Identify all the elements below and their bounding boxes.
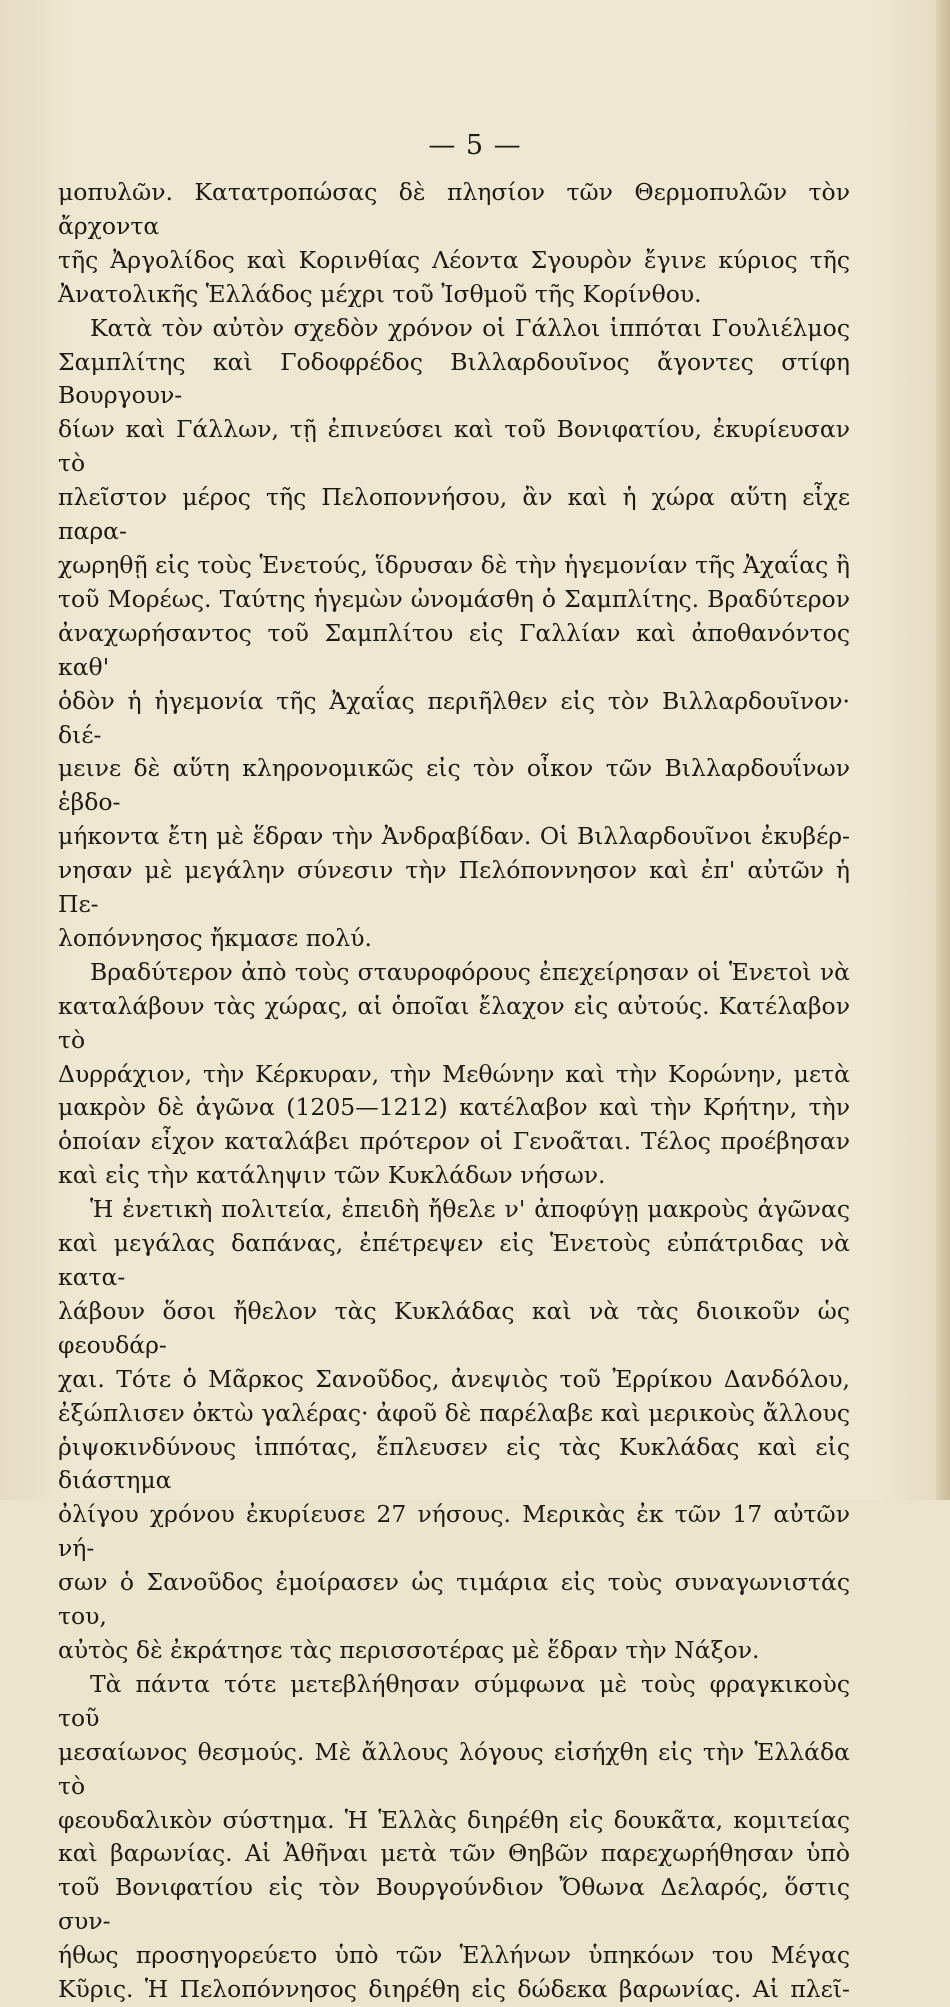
text-line: λοπόννησος ἤκμασε πολύ. <box>58 923 372 952</box>
text-line: ὁποίαν εἶχον καταλάβει πρότερον οἱ Γενοᾶται. Τέλος προέβησαν <box>58 1127 850 1156</box>
text-line: μεινε δὲ αὕτη κληρονομικῶς εἰς τὸν οἶκον τῶν Βιλλαρδουΐνων ἑβδο- <box>58 754 850 817</box>
text-line: Ἀνατολικῆς Ἑλλάδος μέχρι τοῦ Ἰσθμοῦ τῆς Κορίνθου. <box>58 279 702 308</box>
text-line: Δυρράχιον, τὴν Κέρκυραν, τὴν Μεθώνην καὶ τὴν Κορώνην, μετὰ <box>58 1059 850 1088</box>
text-line: χωρηθῇ εἰς τοὺς Ἑνετούς, ἵδρυσαν δὲ τὴν ἡγεμονίαν τῆς Ἀχαΐας ἢ <box>58 550 850 579</box>
text-line: μεσαίωνος θεσμούς. Μὲ ἄλλους λόγους εἰσήχθη εἰς τὴν Ἑλλάδα τὸ <box>58 1737 850 1800</box>
text-line: τῆς Ἀργολίδος καὶ Κορινθίας Λέοντα Σγουρὸν ἔγινε κύριος τῆς <box>58 245 850 274</box>
text-line: νησαν μὲ μεγάλην σύνεσιν τὴν Πελόποννησον καὶ ἐπ' αὐτῶν ἡ Πε- <box>58 856 850 919</box>
text-line: καὶ βαρωνίας. Αἱ Ἀθῆναι μετὰ τῶν Θηβῶν παρεχωρήθησαν ὑπὸ <box>58 1839 850 1868</box>
text-line: φεουδαλικὸν σύστημα. Ἡ Ἑλλὰς διηρέθη εἰς δουκᾶτα, κομιτείας <box>58 1805 850 1834</box>
text-line: τοῦ Μορέως. Ταύτης ἡγεμὼν ὠνομάσθη ὁ Σαμπλίτης. Βραδύτερον <box>58 584 850 613</box>
text-line: λάβουν ὅσοι ἤθελον τὰς Κυκλάδας καὶ νὰ τὰς διοικοῦν ὡς φεουδάρ- <box>58 1296 850 1359</box>
text-line: Ἡ ἐνετικὴ πολιτεία, ἐπειδὴ ἤθελε ν' ἀποφύγῃ μακροὺς ἀγῶνας <box>90 1195 850 1224</box>
text-line: ήθως προσηγορεύετο ὑπὸ τῶν Ἑλλήνων ὑπηκόων του Μέγας <box>58 1941 850 1970</box>
text-line: ἀναχωρήσαντος τοῦ Σαμπλίτου εἰς Γαλλίαν καὶ ἀποθανόντος καθ' <box>58 618 850 681</box>
page-number: — 5 — <box>428 130 522 161</box>
text-line: ὀλίγου χρόνου ἐκυρίευσε 27 νήσους. Μερικὰς ἐκ τῶν 17 αὐτῶν νή- <box>58 1500 850 1563</box>
text-line: Βραδύτερον ἀπὸ τοὺς σταυροφόρους ἐπεχείρησαν οἱ Ἑνετοὶ νὰ <box>90 957 850 986</box>
text-line: μοπυλῶν. Κατατροπώσας δὲ πλησίον τῶν Θερμοπυλῶν τὸν ἄρχοντα <box>58 178 850 240</box>
text-line: καταλάβουν τὰς χώρας, αἱ ὁποῖαι ἔλαχον εἰς αὐτούς. Κατέλαβον τὸ <box>58 991 850 1054</box>
text-line: δίων καὶ Γάλλων, τῇ ἐπινεύσει καὶ τοῦ Βονιφατίου, ἐκυρίευσαν τὸ <box>58 415 850 478</box>
text-line: ῥιψοκινδύνους ἱππότας, ἔπλευσεν εἰς τὰς Κυκλάδας καὶ εἰς διάστημα <box>58 1432 850 1495</box>
text-line: χαι. Τότε ὁ Μᾶρκος Σανοῦδος, ἀνεψιὸς τοῦ Ἐρρίκου Δανδόλου, <box>58 1364 850 1393</box>
text-line: ἐξώπλισεν ὀκτὼ γαλέρας· ἀφοῦ δὲ παρέλαβε καὶ μερικοὺς ἄλλους <box>58 1398 850 1427</box>
text-line: καὶ εἰς τὴν κατάληψιν τῶν Κυκλάδων νήσων. <box>58 1161 606 1190</box>
text-line: πλεῖστον μέρος τῆς Πελοποννήσου, ἂν καὶ ἡ χώρα αὕτη εἶχε παρα- <box>58 483 850 546</box>
text-line: καὶ μεγάλας δαπάνας, ἐπέτρεψεν εἰς Ἑνετοὺς εὐπάτριδας νὰ κατα- <box>58 1229 850 1291</box>
text-line: τοῦ Βονιφατίου εἰς τὸν Βουργούνδιον Ὄθωνα Δελαρός, ὅστις συν- <box>58 1873 850 1936</box>
text-line: μακρὸν δὲ ἀγῶνα (1205—1212) κατέλαβον καὶ τὴν Κρήτην, τὴν <box>58 1093 850 1122</box>
text-line: σων ὁ Σανοῦδος ἐμοίρασεν ὡς τιμάρια εἰς τοὺς συναγωνιστάς του, <box>58 1568 850 1631</box>
text-line: ὁδὸν ἡ ἡγεμονία τῆς Ἀχαΐας περιῆλθεν εἰς τὸν Βιλλαρδουῖνον· διέ- <box>58 686 850 749</box>
text-line: μήκοντα ἔτη μὲ ἕδραν τὴν Ἀνδραβίδαν. Οἱ Βιλλαρδουῖνοι ἐκυβέρ- <box>58 822 850 851</box>
text-line: Κῦρις. Ἡ Πελοπόννησος διηρέθη εἰς δώδεκα βαρωνίας. Αἱ πλεῖ- <box>58 1975 850 2004</box>
page-edge-shadow <box>936 0 950 1500</box>
text-line: Κατὰ τὸν αὐτὸν σχεδὸν χρόνον οἱ Γάλλοι ἱππόται Γουλιέλμος <box>90 313 850 342</box>
body-text <box>58 176 850 2007</box>
text-line: Τὰ πάντα τότε μετεβλήθησαν σύμφωνα μὲ τοὺς φραγκικοὺς τοῦ <box>58 1669 850 1732</box>
text-line: Σαμπλίτης καὶ Γοδοφρέδος Βιλλαρδουῖνος ἄγοντες στίφη Βουργουν- <box>58 347 850 410</box>
text-line: αὐτὸς δὲ ἐκράτησε τὰς περισσοτέρας μὲ ἕδραν τὴν Νάξον. <box>58 1635 760 1664</box>
